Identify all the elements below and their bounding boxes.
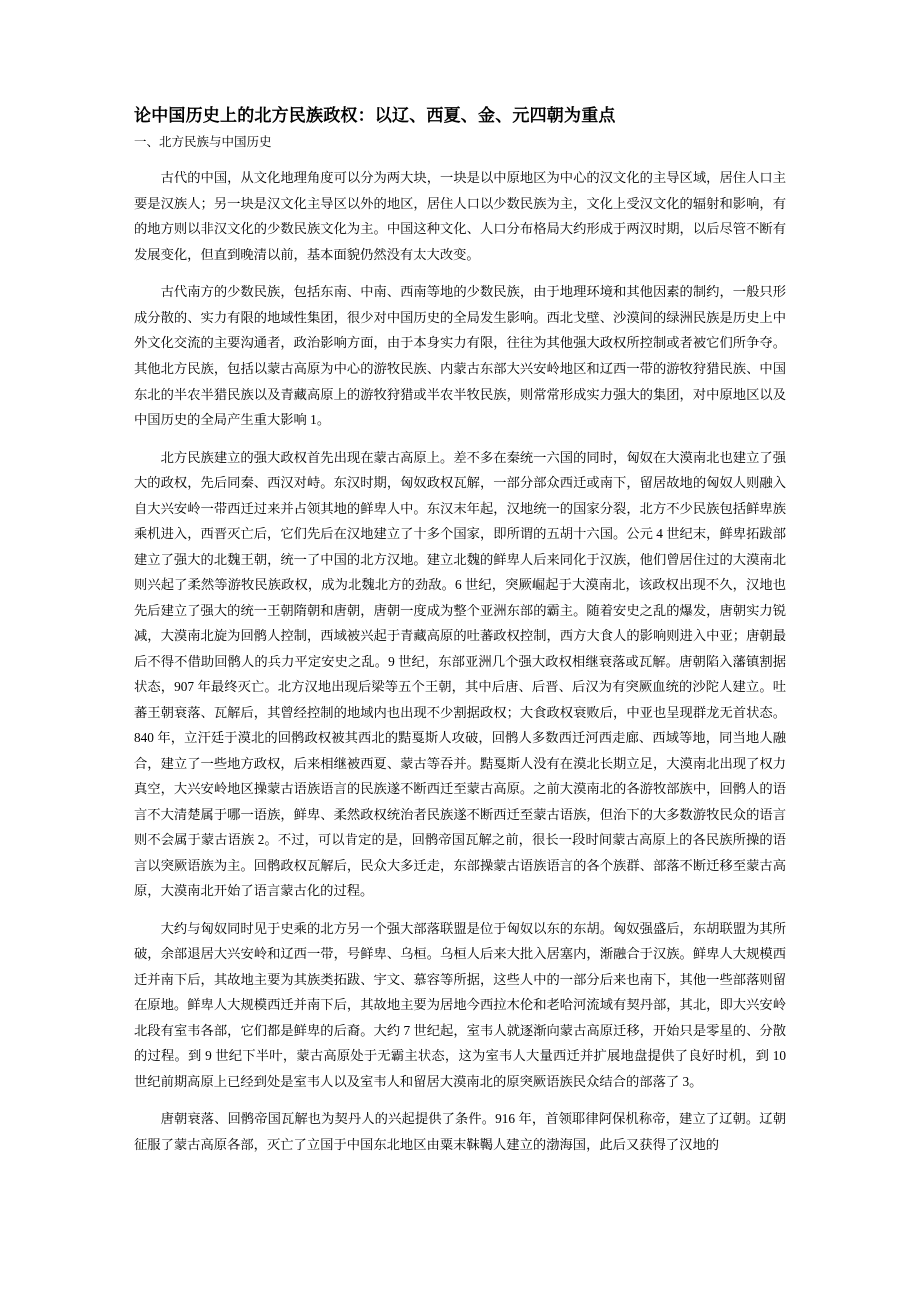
page-title: 论中国历史上的北方民族政权：以辽、西夏、金、元四朝为重点 — [134, 106, 616, 125]
paragraph: 大约与匈奴同时见于史乘的北方另一个强大部落联盟是位于匈奴以东的东胡。匈奴强盛后，东胡联盟为其所破，余部退居大兴安岭和辽西一带，号鲜卑、乌桓。乌桓人后来大批入居塞内，渐融合于汉族。鲜卑人大规模西迁并南下后，其故地主要为其族类拓跋、宇文、慕容等所据，这些人中的一部分后来也南下，其他一些部落则留在原地。鲜卑人大规模西迁并南下后，其故地主要为居地今西拉木伦和老哈河流域有契丹部，其北，即大兴安岭北段有室韦各部，它们都是鲜卑的后裔。大约 7 世纪起，室韦人就逐渐向蒙古高原迁移，开始只是零星的、分散的过程。到 9 世纪下半叶，蒙古高原处于无霸主状态，这为室韦人大量西迁并扩展地盘提供了良好时机，到 10 世纪前期高原上已经到处是室韦人以及室韦人和留居大漠南北的原突厥语族民众结合的部落了 3。 — [134, 920, 786, 1089]
paragraph: 唐朝衰落、回鹘帝国瓦解也为契丹人的兴起提供了条件。916 年，首领耶律阿保机称帝，建立了辽朝。辽朝征服了蒙古高原各部，灭亡了立国于中国东北地区由粟末靺鞨人建立的渤海国，此后又获得了汉地的 — [134, 1111, 786, 1152]
paragraph: 古代的中国，从文化地理角度可以分为两大块，一块是以中原地区为中心的汉文化的主导区域，居住人口主要是汉族人；另一块是汉文化主导区以外的地区，居住人口以少数民族为主，文化上受汉文化的辐射和影响，有的地方则以非汉文化的少数民族文化为主。中国这种文化、人口分布格局大约形成于两汉时期，以后尽管不断有发展变化，但直到晚清以前，基本面貌仍然没有太大改变。 — [134, 170, 786, 262]
paragraph: 古代南方的少数民族，包括东南、中南、西南等地的少数民族，由于地理环境和其他因素的制约，一般只形成分散的、实力有限的地域性集团，很少对中国历史的全局发生影响。西北戈壁、沙漠间的绿洲民族是历史上中外文化交流的主要沟通者，政治影响方面，由于本身实力有限，往往为其他强大政权所控制或者被它们所争夺。其他北方民族，包括以蒙古高原为中心的游牧民族、内蒙古东部大兴安岭地区和辽西一带的游牧狩猎民族、中国东北的半农半猎民族以及青藏高原上的游牧狩猎或半农半牧民族，则常常形成实力强大的集团，对中原地区以及中国历史的全局产生重大影响 1。 — [134, 284, 786, 428]
document-body — [134, 104, 786, 1157]
section-heading: 一、北方民族与中国历史 — [134, 134, 272, 149]
paragraph: 北方民族建立的强大政权首先出现在蒙古高原上。差不多在秦统一六国的同时，匈奴在大漠南北也建立了强大的政权，先后同秦、西汉对峙。东汉时期，匈奴政权瓦解，一部分部众西迁或南下，留居故地的匈奴人则融入自大兴安岭一带西迁过来并占领其地的鲜卑人中。东汉末年起，汉地统一的国家分裂，北方不少民族包括鲜卑族乘机进入，西晋灭亡后，它们先后在汉地建立了十多个国家，即所谓的五胡十六国。公元 4 世纪末，鲜卑拓跋部建立了强大的北魏王朝，统一了中国的北方汉地。建立北魏的鲜卑人后来同化于汉族，他们曾居住过的大漠南北则兴起了柔然等游牧民族政权，成为北魏北方的劲敌。6 世纪，突厥崛起于大漠南北，该政权出现不久，汉地也先后建立了强大的统一王朝隋朝和唐朝，唐朝一度成为整个亚洲东部的霸主。随着安史之乱的爆发，唐朝实力锐减，大漠南北旋为回鹘人控制，西域被兴起于青藏高原的吐蕃政权控制，西方大食人的影响则进入中亚；唐朝最后不得不借助回鹘人的兵力平定安史之乱。9 世纪，东部亚洲几个强大政权相继衰落或瓦解。唐朝陷入藩镇割据状态，907 年最终灭亡。北方汉地出现后梁等五个王朝，其中后唐、后晋、后汉为有突厥血统的沙陀人建立。吐蕃王朝衰落、瓦解后，其曾经控制的地域内也出现不少割据政权；大食政权衰败后，中亚也呈现群龙无首状态。840 年，立汗廷于漠北的回鹘政权被其西北的黠戛斯人攻破，回鹘人多数西迁河西走廊、西域等地，同当地人融合，建立了一些地方政权，后来相继被西夏、蒙古等吞并。黠戛斯人没有在漠北长期立足，大漠南北出现了权力真空，大兴安岭地区操蒙古语族语言的民族遂不断西迁至蒙古高原。之前大漠南北的各游牧部族中，回鹘人的语言不大清楚属于哪一语族，鲜卑、柔然政权统治者民族遂不断西迁至蒙古语族，但治下的大多数游牧民众的语言则不会属于蒙古语族 2。不过，可以肯定的是，回鹘帝国瓦解之前，很长一段时间蒙古高原上的各民族所操的语言以突厥语族为主。回鹘政权瓦解后，民众大多迁走，东部操蒙古语族语言的各个族群、部落不断迁移至蒙古高原，大漠南北开始了语言蒙古化的过程。 — [134, 449, 786, 899]
